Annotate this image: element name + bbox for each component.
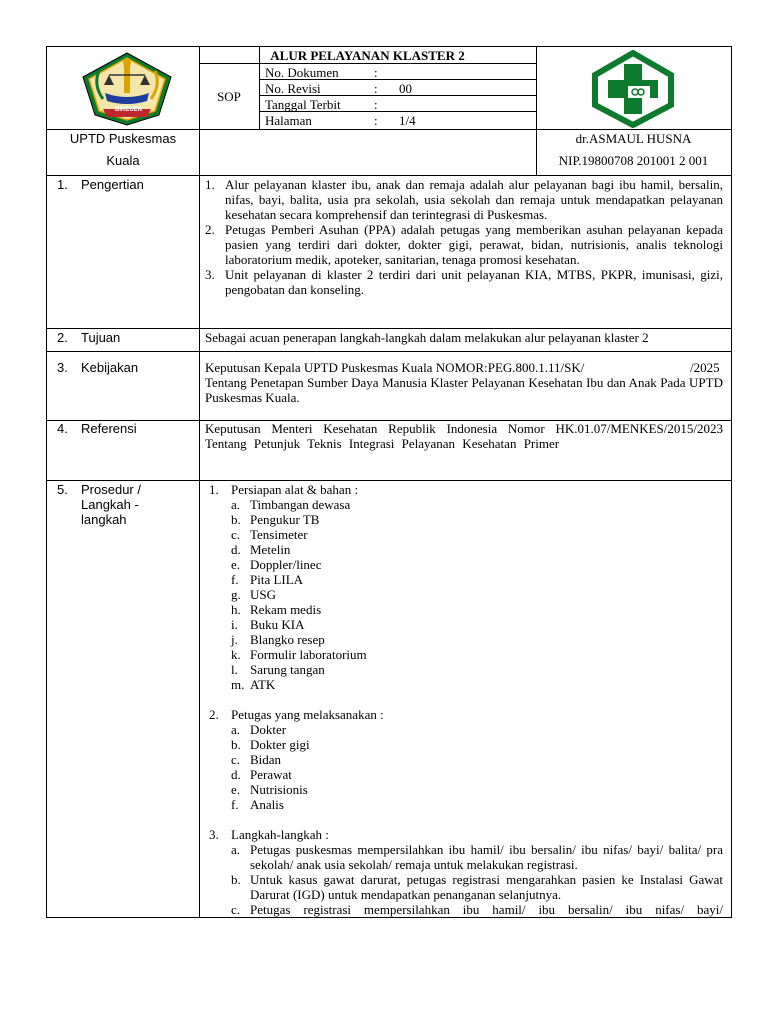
field-label: Halaman <box>265 113 312 128</box>
list-item: c. Bidan <box>231 752 282 767</box>
signer-nip: NIP.19800708 201001 2 001 <box>558 153 709 168</box>
field-separator: : <box>374 65 378 80</box>
list-item: e. Doppler/linec <box>231 557 322 572</box>
list-item: k. Formulir laboratorium <box>231 647 367 662</box>
row-line <box>47 129 731 130</box>
field-label: No. Revisi <box>265 81 321 96</box>
procedure-sublist <box>205 842 723 917</box>
org-name-line2: Kuala <box>106 153 140 168</box>
list-item-text: Petugas Pemberi Asuhan (PPA) adalah petugas yang memberikan asuhan pelayanan kepada pasien yang terdiri dari dokter, dokter gigi, perawat, bidan, nutrisionis, analis teknologi laboratorium medik, apoteker, sanitarian, tenaga promosi kesehatan. <box>225 222 723 267</box>
puskesmas-logo <box>590 50 676 128</box>
pengertian-list <box>205 177 723 297</box>
row-line <box>47 480 731 481</box>
prosedur-list <box>205 482 723 917</box>
list-item-text: Alur pelayanan klaster ibu, anak dan remaja adalah alur pelayanan bagi ibu hamil, bersalin, nifas, bayi, balita, usia pra sekolah, usia sekolah dan remaja untuk mendapatkan pelayanan kesehatan secara komprehensif dan terintegrasi di Puskesmas. <box>225 177 723 222</box>
list-item: c. Petugas registrasi mempersilahkan ibu hamil/ ibu bersalin/ ibu nifas/ bayi/ <box>231 902 723 917</box>
list-item: m. ATK <box>231 677 276 692</box>
row-line <box>47 175 731 176</box>
field-separator: : <box>374 81 378 96</box>
section-number: 4. <box>57 421 68 436</box>
section-label: Tujuan <box>81 330 121 345</box>
list-item: a. Dokter <box>231 722 287 737</box>
column-divider <box>199 47 200 481</box>
list-item: e. Nutrisionis <box>231 782 308 797</box>
bireuen-logo <box>79 49 175 127</box>
procedure-sublist <box>205 722 723 812</box>
field-label: No. Dokumen <box>265 65 339 80</box>
section-label: Kebijakan <box>81 360 139 375</box>
list-item: d. Perawat <box>231 767 292 782</box>
list-item: i. Buku KIA <box>231 617 305 632</box>
field-separator: : <box>374 113 378 128</box>
list-item: 1. Alur pelayanan klaster ibu, anak dan remaja adalah alur pelayanan bagi ibu hamil, bersalin, nifas, bayi, balita, usia pra sekolah, usia sekolah dan remaja untuk mendapatkan pelayanan kesehatan secara komprehensif dan terintegrasi di Puskesmas. <box>205 177 723 222</box>
section-label: Pengertian <box>81 177 144 192</box>
bireuen-emblem-icon <box>79 49 175 127</box>
section-number: 3. <box>57 360 68 375</box>
referensi-text: Keputusan Menteri Kesehatan Republik Indonesia Nomor HK.01.07/MENKES/2015/2023 Tentang Petunjuk Teknis Integrasi Pelayanan Kesehatan Primer <box>205 421 723 451</box>
signer-name: dr.ASMAUL HUSNA <box>575 131 692 146</box>
section-label: langkah <box>81 512 127 527</box>
list-item: 2. Petugas Pemberi Asuhan (PPA) adalah petugas yang memberikan asuhan pelayanan kepada pasien yang terdiri dari dokter, dokter gigi, perawat, bidan, nutrisionis, analis teknologi laboratorium medik, apoteker, sanitarian, tenaga promosi kesehatan. <box>205 222 723 267</box>
field-separator: : <box>374 97 378 112</box>
list-item: h. Rekam medis <box>231 602 322 617</box>
list-item: d. Metelin <box>231 542 291 557</box>
kebijakan-year: /2025 <box>690 360 720 375</box>
list-item-text: Unit pelayanan di klaster 2 terdiri dari unit pelayanan KIA, MTBS, PKPR, imunisasi, gizi, pengobatan dan konseling. <box>225 267 723 297</box>
list-item: 3. Unit pelayanan di klaster 2 terdiri dari unit pelayanan KIA, MTBS, PKPR, imunisasi, gizi, pengobatan dan konseling. <box>205 267 723 297</box>
health-cross-icon <box>590 50 676 128</box>
list-item: a. Petugas puskesmas mempersilahkan ibu hamil/ ibu bersalin/ ibu nifas/ bayi/ balita/ pra sekolah/ anak usia sekolah/ remaja untuk melakukan registrasi. <box>231 842 723 872</box>
list-item: b. Untuk kasus gawat darurat, petugas registrasi mengarahkan pasien ke Instalasi Gawat Darurat (IGD) untuk mendapatkan penanganan selanjutnya. <box>231 872 723 902</box>
kebijakan-text: Tentang Penetapan Sumber Daya Manusia Klaster Pelayanan Kesehatan Ibu dan Anak Pada UPTD Puskesmas Kuala. <box>205 375 723 405</box>
tujuan-text: Sebagai acuan penerapan langkah-langkah dalam melakukan alur pelayanan klaster 2 <box>205 330 649 345</box>
list-item: l. Sarung tangan <box>231 662 325 677</box>
logo-caption: BIREUEN <box>115 107 143 113</box>
list-item: j. Blangko resep <box>231 632 325 647</box>
list-item: f. Analis <box>231 797 284 812</box>
org-name-line1: UPTD Puskesmas <box>69 131 177 146</box>
sop-label: SOP <box>217 89 241 104</box>
section-label: Referensi <box>81 421 137 436</box>
section-number: 5. <box>57 482 68 497</box>
logo-divider <box>536 47 537 129</box>
field-value: 1/4 <box>399 113 416 128</box>
list-item: b. Dokter gigi <box>231 737 310 752</box>
title-underline <box>199 63 536 64</box>
procedure-group-title: 3. Langkah-langkah : <box>209 827 329 842</box>
list-item: g. USG <box>231 587 277 602</box>
page-title: ALUR PELAYANAN KLASTER 2 <box>270 48 465 63</box>
section-number: 1. <box>57 177 68 192</box>
procedure-group-title: 2. Petugas yang melaksanakan : <box>209 707 384 722</box>
sop-document <box>46 46 732 918</box>
list-item: f. Pita LILA <box>231 572 304 587</box>
field-label: Tanggal Terbit <box>265 97 341 112</box>
list-item: c. Tensimeter <box>231 527 308 542</box>
column-divider <box>199 480 200 918</box>
section-label: Prosedur / <box>81 482 141 497</box>
procedure-sublist <box>205 497 723 692</box>
kebijakan-decree: Keputusan Kepala UPTD Puskesmas Kuala NOMOR:PEG.800.1.11/SK/ <box>205 360 585 375</box>
procedure-group-title: 1. Persiapan alat & bahan : <box>209 482 359 497</box>
field-value: 00 <box>399 81 412 96</box>
section-number: 2. <box>57 330 68 345</box>
section-label: Langkah - <box>81 497 139 512</box>
row-line <box>47 328 731 329</box>
row-line <box>47 351 731 352</box>
list-item: a. Timbangan dewasa <box>231 497 351 512</box>
list-item: b. Pengukur TB <box>231 512 320 527</box>
